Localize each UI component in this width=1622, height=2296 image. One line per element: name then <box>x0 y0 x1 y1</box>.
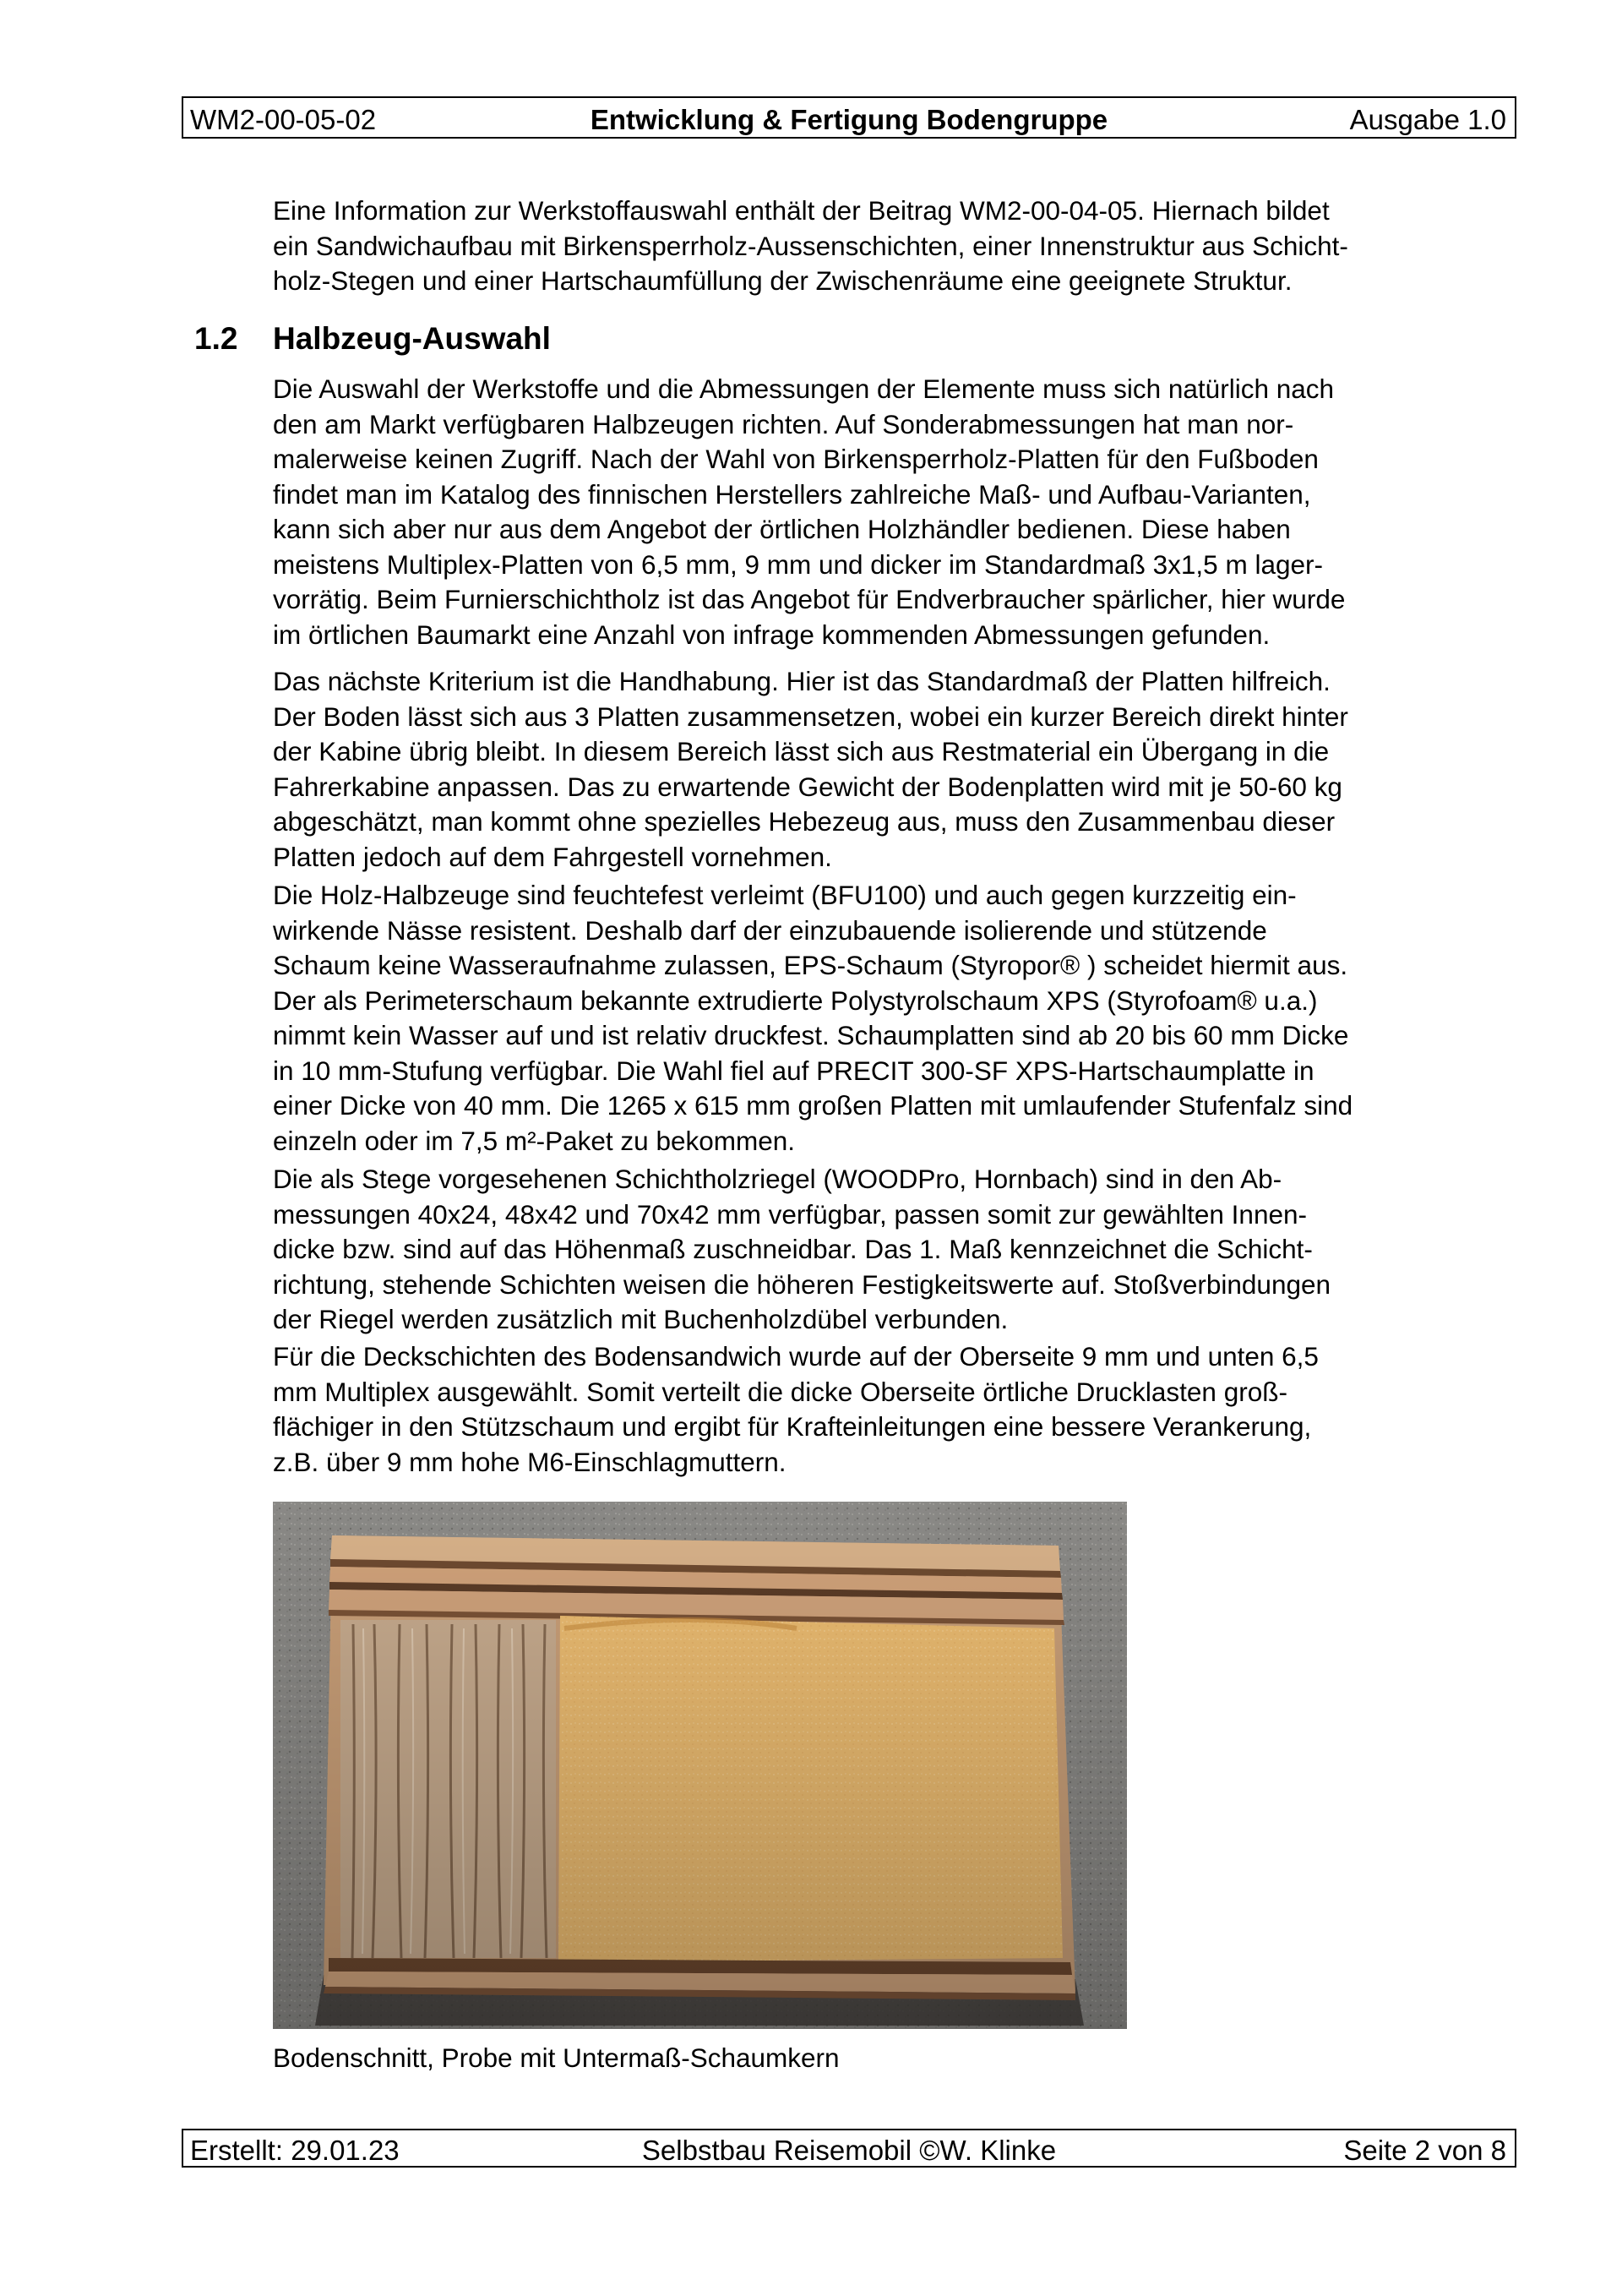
floor-section-illustration <box>273 1502 1127 2029</box>
footer-copyright: Selbstbau Reisemobil ©W. Klinke <box>641 2135 1057 2166</box>
text-line: Die Holz-Halbzeuge sind feuchtefest verleimt (BFU100) und auch gegen kurzzeitig ein- <box>273 880 1297 910</box>
floor-section-photo <box>273 1502 1127 2029</box>
header-title: Entwicklung & Fertigung Bodengruppe <box>590 104 1108 135</box>
text-line: der Riegel werden zusätzlich mit Buchenholzdübel verbunden. <box>273 1304 1009 1334</box>
text-line: mm Multiplex ausgewählt. Somit verteilt die dicke Oberseite örtliche Drucklasten groß- <box>273 1376 1287 1407</box>
header-doc-id: WM2-00-05-02 <box>190 104 377 135</box>
text-line: einer Dicke von 40 mm. Die 1265 x 615 mm großen Platten mit umlaufender Stufenfalz sind <box>273 1090 1353 1121</box>
paragraph-handling <box>273 664 1498 875</box>
text-line: flächiger in den Stützschaum und ergibt für Krafteinleitungen eine bessere Verankerung, <box>273 1411 1312 1442</box>
text-line: den am Markt verfügbaren Halbzeugen richten. Auf Sonderabmessungen hat man nor- <box>273 408 1294 439</box>
text-line: nimmt kein Wasser auf und ist relativ druckfest. Schaumplatten sind ab 20 bis 60 mm Dicke <box>273 1020 1349 1050</box>
text-line: Fahrerkabine anpassen. Das zu erwartende Gewicht der Bodenplatten wird mit je 50-60 kg <box>273 771 1342 802</box>
text-line: abgeschätzt, man kommt ohne spezielles Hebezeug aus, muss den Zusammenbau dieser <box>273 806 1336 837</box>
text-line: ein Sandwichaufbau mit Birkensperrholz-Aussenschichten, einer Innenstruktur aus Schicht- <box>273 230 1348 261</box>
footer-page-number: Seite 2 von 8 <box>1343 2135 1506 2166</box>
text-line: dicke bzw. sind auf das Höhenmaß zuschneidbar. Das 1. Maß kennzeichnet die Schicht- <box>273 1234 1313 1264</box>
section-number: 1.2 <box>194 321 238 356</box>
text-line: Das nächste Kriterium ist die Handhabung. Hier ist das Standardmaß der Platten hilfreich. <box>273 666 1331 696</box>
text-line: holz-Stegen und einer Hartschaumfüllung der Zwischenräume eine geeignete Struktur. <box>273 265 1293 296</box>
text-line: Der als Perimeterschaum bekannte extrudierte Polystyrolschaum XPS (Styrofoam® u.a.) <box>273 984 1318 1016</box>
footer-created-date: Erstellt: 29.01.23 <box>190 2135 400 2166</box>
text-line: in 10 mm-Stufung verfügbar. Die Wahl fiel auf PRECIT 300-SF XPS-Hartschaumplatte in <box>273 1055 1314 1086</box>
intro-paragraph <box>273 194 1498 299</box>
text-line: findet man im Katalog des finnischen Herstellers zahlreiche Maß- und Aufbau-Varianten, <box>273 478 1311 510</box>
text-line: Die Auswahl der Werkstoffe und die Abmessungen der Elemente muss sich natürlich nach <box>273 374 1335 404</box>
text-line: Eine Information zur Werkstoffauswahl enthält der Beitrag WM2-00-04-05. Hiernach bildet <box>273 195 1330 226</box>
text-line: Platten jedoch auf dem Fahrgestell vornehmen. <box>273 841 832 872</box>
text-line: im örtlichen Baumarkt eine Anzahl von infrage kommenden Abmessungen gefunden. <box>273 619 1271 650</box>
paragraph-cover-layers <box>273 1339 1498 1480</box>
text-line: z.B. über 9 mm hohe M6-Einschlagmuttern. <box>273 1446 787 1477</box>
text-line: wirkende Nässe resistent. Deshalb darf der einzubauende isolierende und stützende <box>273 914 1267 946</box>
paragraph-materials <box>273 372 1498 652</box>
text-line: Der Boden lässt sich aus 3 Platten zusammensetzen, wobei ein kurzer Bereich direkt hinter <box>273 701 1348 732</box>
text-line: richtung, stehende Schichten weisen die höheren Festigkeitswerte auf. Stoßverbindungen <box>273 1268 1331 1300</box>
text-line: Für die Deckschichten des Bodensandwich wurde auf der Oberseite 9 mm und unten 6,5 <box>273 1341 1319 1372</box>
paragraph-webs <box>273 1162 1498 1338</box>
text-line: der Kabine übrig bleibt. In diesem Bereich lässt sich aus Restmaterial ein Übergang in die <box>273 736 1330 766</box>
text-line: Die als Stege vorgesehenen Schichtholzriegel (WOODPro, Hornbach) sind in den Ab- <box>273 1164 1282 1194</box>
text-line: messungen 40x24, 48x42 und 70x42 mm verfügbar, passen somit zur gewählten Innen- <box>273 1198 1307 1230</box>
header-edition: Ausgabe 1.0 <box>1349 104 1506 135</box>
text-line: vorrätig. Beim Furnierschichtholz ist das Angebot für Endverbraucher spärlicher, hier wurde <box>273 584 1346 614</box>
text-line: einzeln oder im 7,5 m²-Paket zu bekommen. <box>273 1125 796 1156</box>
figure-caption: Bodenschnitt, Probe mit Untermaß-Schaumkern <box>273 2042 840 2073</box>
text-line: meistens Multiplex-Platten von 6,5 mm, 9 mm und dicker im Standardmaß 3x1,5 m lager- <box>273 548 1323 580</box>
page-header <box>182 96 1516 139</box>
page-footer <box>182 2129 1516 2168</box>
text-line: Schaum keine Wasseraufnahme zulassen, EPS-Schaum (Styropor® ) scheidet hiermit aus. <box>273 950 1348 980</box>
text-line: kann sich aber nur aus dem Angebot der örtlichen Holzhändler bedienen. Diese haben <box>273 514 1291 544</box>
section-heading <box>194 321 551 357</box>
text-line: malerweise keinen Zugriff. Nach der Wahl von Birkensperrholz-Platten für den Fußboden <box>273 444 1319 474</box>
section-title: Halbzeug-Auswahl <box>273 321 551 356</box>
paragraph-foam <box>273 878 1498 1159</box>
